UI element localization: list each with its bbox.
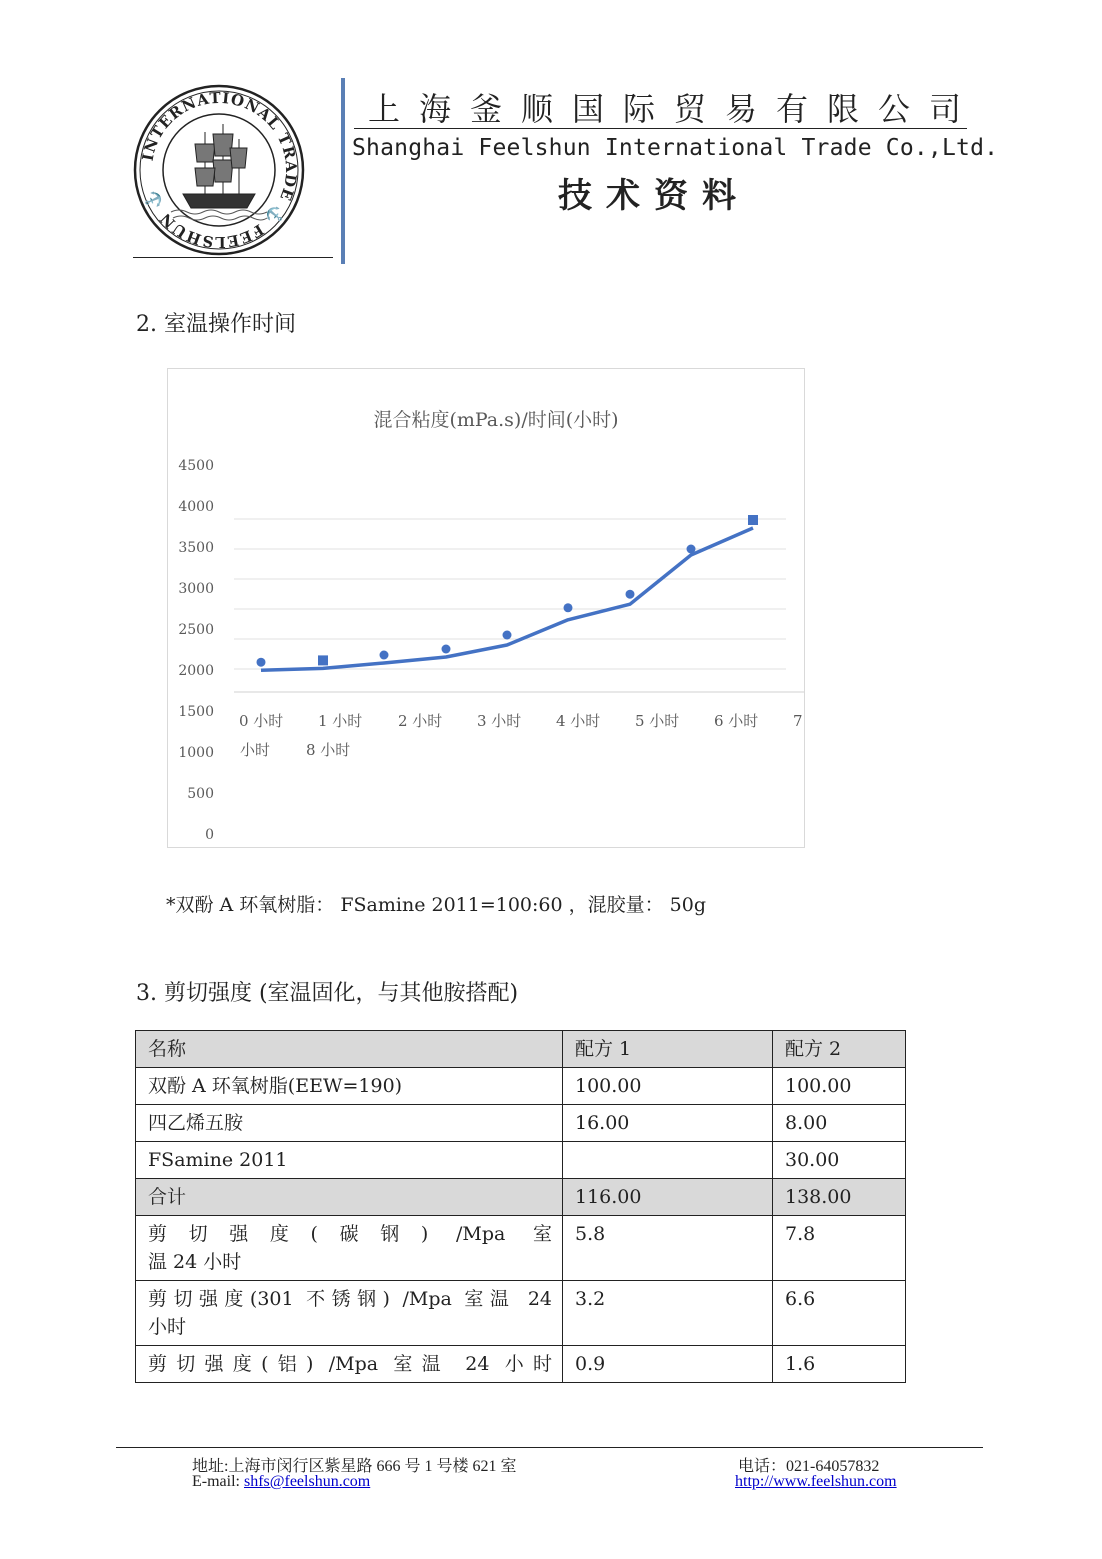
email-label: E-mail:: [192, 1473, 244, 1490]
chart-x-tick-label: 1 小时: [318, 712, 363, 730]
table-cell-line: 小时: [148, 1316, 187, 1338]
table-cell: 100.00: [773, 1068, 906, 1105]
chart-data-point: [257, 658, 266, 667]
shear-strength-table: [135, 1030, 906, 1383]
table-cell: [136, 1281, 563, 1346]
table-cell: 双酚 A 环氧树脂(EEW=190): [136, 1068, 563, 1105]
company-logo: [133, 84, 305, 256]
table-cell: 1.6: [773, 1346, 906, 1383]
table-cell: [136, 1346, 563, 1383]
table-cell-line: 剪切强度(碳钢) /Mpa 室: [148, 1223, 552, 1245]
table-cell: 30.00: [773, 1142, 906, 1179]
chart-data-point: [626, 590, 635, 599]
chart-data-point: [442, 645, 451, 654]
chart-gridlines: [234, 519, 804, 692]
footer-email-line: [192, 1473, 370, 1491]
table-cell: 6.6: [773, 1281, 906, 1346]
chart-x-tick-label: 0 小时: [239, 712, 284, 730]
chart-x-tick-label: 8 小时: [306, 741, 351, 759]
company-name-en: Shanghai Feelshun International Trade Co.,Ltd.: [352, 135, 999, 161]
table-header-cell: 名称: [136, 1031, 563, 1068]
document-type: 技术资料: [558, 176, 750, 216]
viscosity-chart: [167, 368, 805, 848]
chart-x-tick-label: 6 小时: [714, 712, 759, 730]
table-cell: 138.00: [773, 1179, 906, 1216]
table-cell: FSamine 2011: [136, 1142, 563, 1179]
table-cell: 3.2: [563, 1281, 773, 1346]
chart-y-tick-label: 1000: [178, 745, 214, 761]
table-header-cell: 配方 2: [773, 1031, 906, 1068]
table-row: [136, 1346, 906, 1383]
header-vertical-bar: [341, 78, 345, 264]
table-cell: 116.00: [563, 1179, 773, 1216]
chart-x-tick-label: 5 小时: [635, 712, 680, 730]
footer-rule: [116, 1447, 983, 1448]
chart-data-point: [380, 651, 389, 660]
table-cell: 16.00: [563, 1105, 773, 1142]
table-cell: 四乙烯五胺: [136, 1105, 563, 1142]
table-cell: 100.00: [563, 1068, 773, 1105]
chart-y-tick-label: 4500: [178, 458, 214, 474]
chart-series: [257, 515, 759, 670]
table-cell-line: 剪切强度(301 不锈钢) /Mpa 室温 24: [148, 1288, 552, 1310]
chart-data-point: [503, 631, 512, 640]
footer-phone: 电话：021-64057832: [738, 1458, 880, 1475]
chart-data-point: [318, 655, 328, 665]
table-row: [136, 1216, 906, 1281]
table-row: [136, 1142, 906, 1179]
table-row: [136, 1105, 906, 1142]
viscosity-chart-svg: [168, 369, 804, 847]
table-cell: 7.8: [773, 1216, 906, 1281]
chart-y-tick-label: 3000: [178, 581, 214, 597]
table-row: [136, 1281, 906, 1346]
table-total-row: [136, 1179, 906, 1216]
table-header-cell: 配方 1: [563, 1031, 773, 1068]
section-heading-shear-strength: 3. 剪切强度 (室温固化，与其他胺搭配): [136, 981, 519, 1006]
table-cell: 8.00: [773, 1105, 906, 1142]
chart-data-point: [687, 545, 696, 554]
website-link[interactable]: http://www.feelshun.com: [735, 1473, 897, 1490]
chart-y-tick-label: 0: [205, 827, 214, 843]
email-link[interactable]: shfs@feelshun.com: [243, 1473, 371, 1490]
section-heading-pot-life: 2. 室温操作时间: [136, 312, 296, 337]
chart-x-tick-label: 小时: [240, 741, 271, 759]
chart-data-point: [564, 603, 573, 612]
chart-y-tick-label: 1500: [178, 704, 214, 720]
chart-x-tick-label: 4 小时: [556, 712, 601, 730]
chart-data-point: [748, 515, 758, 525]
chart-x-tick-label: 2 小时: [398, 712, 443, 730]
chart-y-tick-label: 2000: [178, 663, 214, 679]
logo-underline: [133, 257, 333, 258]
chart-x-tick-label: 7: [793, 712, 803, 730]
company-name-rule: [354, 128, 967, 129]
formulation-note: *双酚 A 环氧树脂： FSamine 2011=100:60 ，混胶量： 50g: [166, 894, 707, 916]
chart-x-ticks: [239, 712, 803, 759]
table-cell: [563, 1142, 773, 1179]
table-cell: 合计: [136, 1179, 563, 1216]
table-cell-line: 温 24 小时: [148, 1251, 242, 1273]
table-row: [136, 1068, 906, 1105]
table-header-row: [136, 1031, 906, 1068]
footer-address: 地址:上海市闵行区紫星路 666 号 1 号楼 621 室: [192, 1458, 517, 1475]
table-cell: 5.8: [563, 1216, 773, 1281]
table-cell-line: 剪切强度(铝) /Mpa 室温 24 小时: [148, 1353, 552, 1375]
chart-y-ticks: [178, 458, 214, 843]
table-cell: 0.9: [563, 1346, 773, 1383]
chart-y-tick-label: 4000: [178, 499, 214, 515]
chart-title: 混合粘度(mPa.s)/时间(小时): [373, 409, 619, 431]
table-cell: [136, 1216, 563, 1281]
chart-y-tick-label: 2500: [178, 622, 214, 638]
chart-y-tick-label: 3500: [178, 540, 214, 556]
svg-text:INTERNATIONAL TRADE ⚓ FEELSHU: INTERNATIONAL TRADE ⚓ FEELSHUN ⚓: [138, 88, 301, 252]
chart-y-tick-label: 500: [187, 786, 214, 802]
chart-x-tick-label: 3 小时: [477, 712, 522, 730]
company-name-cn: 上海釜顺国际贸易有限公司: [368, 90, 981, 128]
